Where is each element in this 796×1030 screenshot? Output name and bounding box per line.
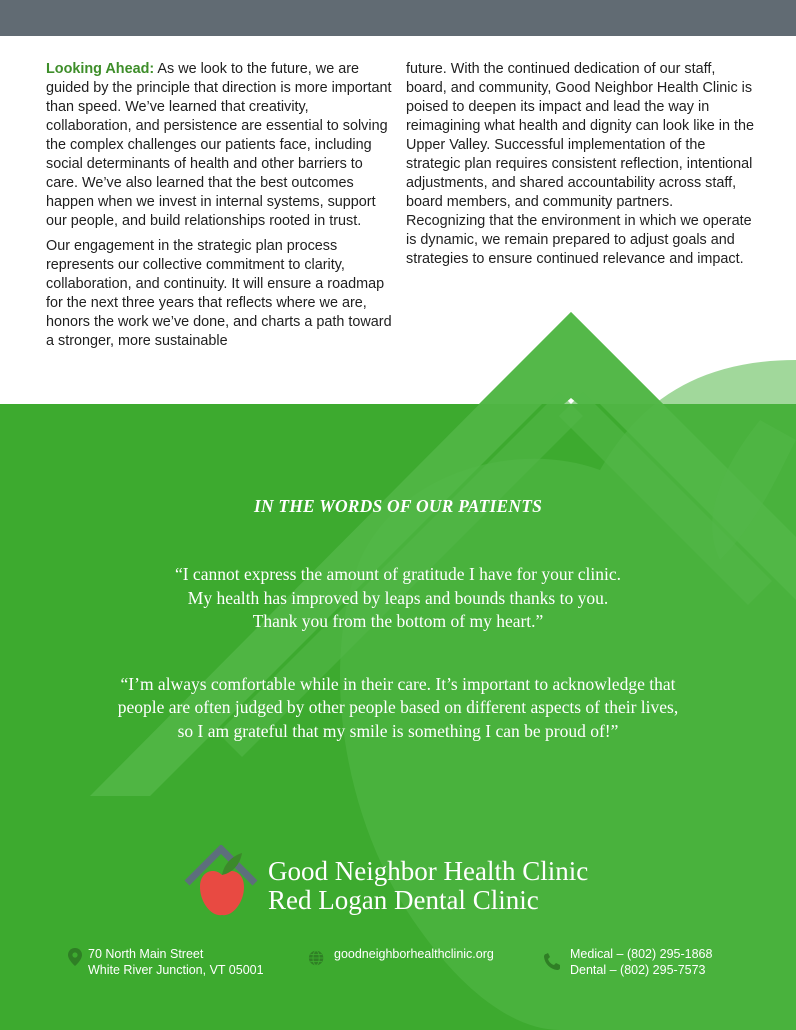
article-column-right: [406, 60, 756, 275]
quote-1: [0, 563, 796, 634]
phone-icon: [543, 952, 561, 972]
lead-heading: Looking Ahead:: [46, 61, 155, 77]
quote-1-line: My health has improved by leaps and bounds thanks to you.: [187, 587, 609, 608]
paragraph-1-text: As we look to the future, we are guided by the principle that direction is more important than speed. We’ve learned that creativity, collaboration, and persistence are essential to solving the complex challenges our patients face, including social determinants of health and other barriers to care. We’ve also learned that the best outcomes happen when we invest in internal systems, support our people, and build relationships rooted in trust.: [46, 61, 392, 229]
address-line-1: 70 North Main Street: [88, 947, 204, 961]
testimonials: [0, 496, 796, 782]
paragraph-2: Our engagement in the strategic plan process represents our collective commitment to clarity, collaboration, and continuity. It will ensure a roadmap for the next three years that reflects where we are, honors the work we’ve done, and charts a path toward a stronger, more sustainable: [46, 238, 392, 349]
paragraph-3: future. With the continued dedication of our staff, board, and community, Good Neighbor Health Clinic is poised to deepen its impact and lead the way in reimagining what health and dignity can look like in the Upper Valley. Successful implementation of the strategic plan requires consistent reflection, intentional adjustments, and shared accountability across staff, board members, and community partners. Recognizing that the environment in which we operate is dynamic, we remain prepared to adjust goals and strategies to ensure continued relevance and impact.: [406, 61, 754, 267]
location-pin-icon: [67, 947, 85, 967]
logo-wordmark: [268, 857, 588, 915]
quote-2: [0, 673, 796, 744]
logo-line-2: Red Logan Dental Clinic: [268, 885, 539, 915]
article-column-left: [46, 60, 394, 357]
paragraph-looking-ahead: [46, 60, 394, 231]
logo-line-1: Good Neighbor Health Clinic: [268, 856, 589, 886]
contact-address: [67, 946, 287, 980]
quote-1-line: Thank you from the bottom of my heart.”: [252, 611, 544, 631]
website-link[interactable]: goodneighborhealthclinic.org: [334, 947, 494, 961]
contact-website[interactable]: [308, 946, 528, 980]
quote-2-line: people are often judged by other people based on different aspects of their lives,: [117, 697, 679, 717]
phone-medical[interactable]: Medical – (802) 295-1868: [570, 947, 713, 961]
quote-2-line: “I’m always comfortable while in their care. It’s important to acknowledge that: [120, 673, 676, 694]
apple-house-icon: [184, 845, 264, 921]
phone-dental[interactable]: Dental – (802) 295-7573: [570, 963, 706, 977]
clinic-logo: [184, 845, 624, 921]
header-bar: [0, 0, 796, 36]
globe-icon: [308, 948, 326, 968]
quote-2-line: so I am grateful that my smile is something I can be proud of!”: [177, 720, 619, 741]
address-line-2: White River Junction, VT 05001: [88, 963, 264, 977]
testimonials-heading: IN THE WORDS OF OUR PATIENTS: [253, 496, 543, 516]
quote-1-line: “I cannot express the amount of gratitude I have for your clinic.: [174, 564, 622, 584]
contact-phone: [543, 946, 763, 980]
